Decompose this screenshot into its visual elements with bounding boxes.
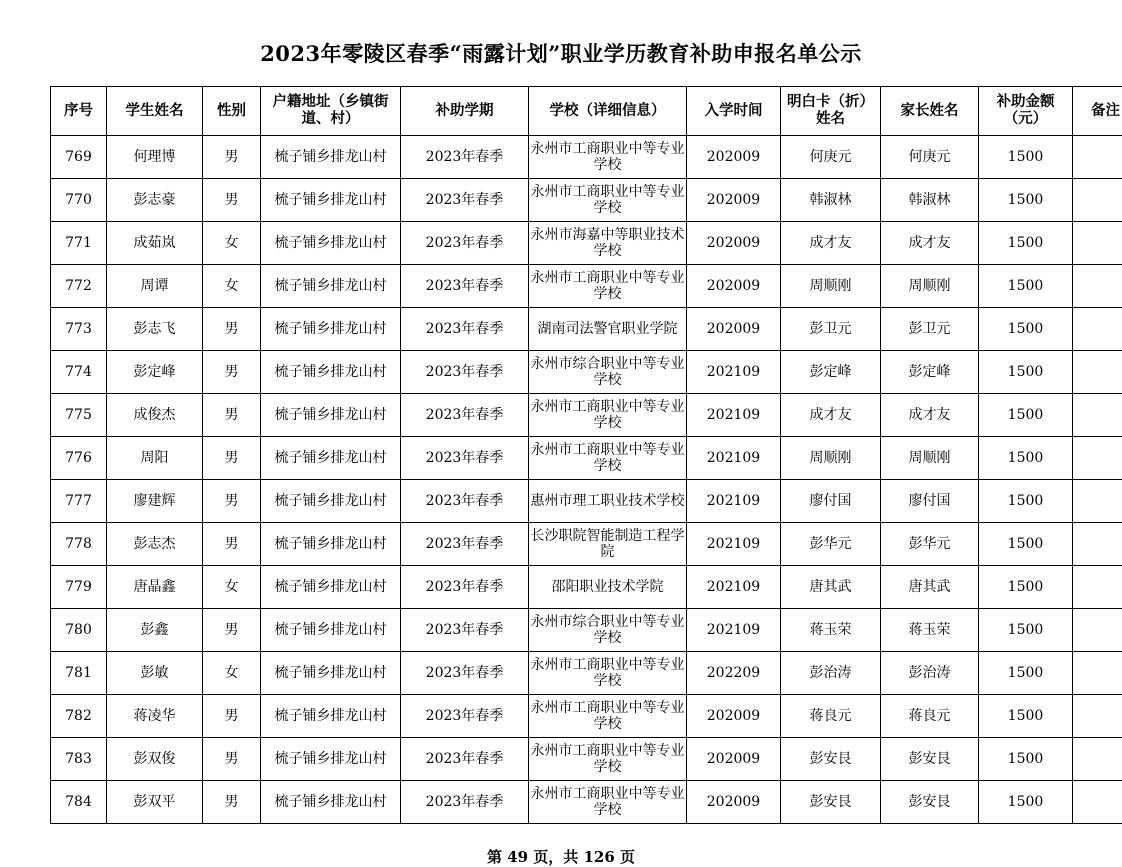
- table-container: [0, 86, 1122, 824]
- column-header-subsidy-amount: 补助金额（元）: [979, 87, 1073, 136]
- cell-serial: 777: [51, 480, 107, 523]
- cell-card-holder-name: 韩淑林: [781, 179, 881, 222]
- table-row: [51, 265, 1122, 308]
- cell-remarks: [1073, 179, 1122, 222]
- cell-serial: 781: [51, 652, 107, 695]
- cell-student-name: 彭志杰: [107, 523, 203, 566]
- cell-parent-name: 彭华元: [881, 523, 979, 566]
- cell-school: 永州市工商职业中等专业学校: [529, 265, 687, 308]
- cell-gender: 女: [203, 222, 261, 265]
- cell-subsidy-term: 2023年春季: [401, 738, 529, 781]
- cell-serial: 780: [51, 609, 107, 652]
- page-title: 2023年零陵区春季“雨露计划”职业学历教育补助申报名单公示: [0, 0, 1122, 86]
- cell-gender: 男: [203, 695, 261, 738]
- cell-parent-name: 彭定峰: [881, 351, 979, 394]
- table-row: [51, 308, 1122, 351]
- cell-remarks: [1073, 652, 1122, 695]
- cell-student-name: 唐晶鑫: [107, 566, 203, 609]
- cell-gender: 女: [203, 566, 261, 609]
- cell-remarks: [1073, 695, 1122, 738]
- cell-subsidy-term: 2023年春季: [401, 652, 529, 695]
- cell-subsidy-amount: 1500: [979, 437, 1073, 480]
- cell-enrollment-time: 202209: [687, 652, 781, 695]
- cell-serial: 774: [51, 351, 107, 394]
- cell-school: 永州市工商职业中等专业学校: [529, 695, 687, 738]
- cell-school: 永州市工商职业中等专业学校: [529, 738, 687, 781]
- table-row: [51, 609, 1122, 652]
- table-row: [51, 394, 1122, 437]
- column-header-subsidy-term: 补助学期: [401, 87, 529, 136]
- table-row: [51, 179, 1122, 222]
- table-header: [51, 87, 1122, 136]
- table-row: [51, 652, 1122, 695]
- cell-subsidy-amount: 1500: [979, 738, 1073, 781]
- cell-school: 永州市综合职业中等专业学校: [529, 351, 687, 394]
- cell-subsidy-term: 2023年春季: [401, 480, 529, 523]
- cell-subsidy-term: 2023年春季: [401, 609, 529, 652]
- cell-subsidy-term: 2023年春季: [401, 222, 529, 265]
- cell-remarks: [1073, 136, 1122, 179]
- cell-enrollment-time: 202009: [687, 265, 781, 308]
- cell-gender: 男: [203, 609, 261, 652]
- column-header-household-address: 户籍地址（乡镇街道、村）: [261, 87, 401, 136]
- cell-school: 湖南司法警官职业学院: [529, 308, 687, 351]
- table-row: [51, 566, 1122, 609]
- cell-household-address: 梳子铺乡排龙山村: [261, 781, 401, 824]
- cell-student-name: 彭双俊: [107, 738, 203, 781]
- cell-household-address: 梳子铺乡排龙山村: [261, 351, 401, 394]
- cell-parent-name: 蒋良元: [881, 695, 979, 738]
- cell-household-address: 梳子铺乡排龙山村: [261, 652, 401, 695]
- column-header-student-name: 学生姓名: [107, 87, 203, 136]
- cell-subsidy-term: 2023年春季: [401, 308, 529, 351]
- cell-household-address: 梳子铺乡排龙山村: [261, 695, 401, 738]
- cell-card-holder-name: 蒋良元: [781, 695, 881, 738]
- cell-student-name: 成俊杰: [107, 394, 203, 437]
- cell-card-holder-name: 彭治涛: [781, 652, 881, 695]
- cell-household-address: 梳子铺乡排龙山村: [261, 136, 401, 179]
- cell-household-address: 梳子铺乡排龙山村: [261, 222, 401, 265]
- cell-serial: 769: [51, 136, 107, 179]
- cell-household-address: 梳子铺乡排龙山村: [261, 566, 401, 609]
- cell-serial: 782: [51, 695, 107, 738]
- cell-subsidy-amount: 1500: [979, 136, 1073, 179]
- cell-subsidy-amount: 1500: [979, 781, 1073, 824]
- column-header-serial: 序号: [51, 87, 107, 136]
- cell-parent-name: 周顺刚: [881, 265, 979, 308]
- table-row: [51, 222, 1122, 265]
- cell-enrollment-time: 202009: [687, 308, 781, 351]
- cell-subsidy-amount: 1500: [979, 351, 1073, 394]
- cell-parent-name: 彭卫元: [881, 308, 979, 351]
- cell-gender: 女: [203, 265, 261, 308]
- column-header-school: 学校（详细信息）: [529, 87, 687, 136]
- cell-enrollment-time: 202109: [687, 523, 781, 566]
- cell-parent-name: 周顺刚: [881, 437, 979, 480]
- table-body: [51, 136, 1122, 824]
- cell-subsidy-term: 2023年春季: [401, 265, 529, 308]
- cell-household-address: 梳子铺乡排龙山村: [261, 265, 401, 308]
- cell-parent-name: 彭安艮: [881, 781, 979, 824]
- cell-enrollment-time: 202009: [687, 738, 781, 781]
- cell-card-holder-name: 成才友: [781, 394, 881, 437]
- cell-remarks: [1073, 437, 1122, 480]
- table-row: [51, 351, 1122, 394]
- cell-serial: 778: [51, 523, 107, 566]
- cell-gender: 男: [203, 394, 261, 437]
- cell-student-name: 彭鑫: [107, 609, 203, 652]
- cell-parent-name: 何庚元: [881, 136, 979, 179]
- cell-subsidy-term: 2023年春季: [401, 136, 529, 179]
- column-header-parent-name: 家长姓名: [881, 87, 979, 136]
- cell-enrollment-time: 202009: [687, 781, 781, 824]
- cell-enrollment-time: 202009: [687, 179, 781, 222]
- table-row: [51, 480, 1122, 523]
- cell-student-name: 蒋凌华: [107, 695, 203, 738]
- cell-gender: 男: [203, 781, 261, 824]
- cell-student-name: 廖建辉: [107, 480, 203, 523]
- cell-remarks: [1073, 394, 1122, 437]
- cell-card-holder-name: 彭安艮: [781, 738, 881, 781]
- cell-card-holder-name: 成才友: [781, 222, 881, 265]
- cell-remarks: [1073, 781, 1122, 824]
- table-row: [51, 523, 1122, 566]
- table-row: [51, 695, 1122, 738]
- cell-household-address: 梳子铺乡排龙山村: [261, 437, 401, 480]
- column-header-card-holder-name: 明白卡（折）姓名: [781, 87, 881, 136]
- cell-household-address: 梳子铺乡排龙山村: [261, 480, 401, 523]
- cell-gender: 男: [203, 179, 261, 222]
- cell-student-name: 成茹岚: [107, 222, 203, 265]
- cell-serial: 771: [51, 222, 107, 265]
- cell-subsidy-term: 2023年春季: [401, 566, 529, 609]
- cell-subsidy-term: 2023年春季: [401, 781, 529, 824]
- column-header-enrollment-time: 入学时间: [687, 87, 781, 136]
- cell-serial: 779: [51, 566, 107, 609]
- cell-gender: 男: [203, 308, 261, 351]
- cell-parent-name: 彭治涛: [881, 652, 979, 695]
- cell-serial: 784: [51, 781, 107, 824]
- cell-parent-name: 成才友: [881, 222, 979, 265]
- cell-gender: 男: [203, 523, 261, 566]
- cell-subsidy-term: 2023年春季: [401, 523, 529, 566]
- cell-enrollment-time: 202109: [687, 394, 781, 437]
- cell-remarks: [1073, 265, 1122, 308]
- cell-serial: 772: [51, 265, 107, 308]
- cell-enrollment-time: 202009: [687, 222, 781, 265]
- cell-school: 永州市工商职业中等专业学校: [529, 437, 687, 480]
- cell-card-holder-name: 彭华元: [781, 523, 881, 566]
- cell-school: 长沙职院智能制造工程学院: [529, 523, 687, 566]
- table-row: [51, 437, 1122, 480]
- cell-card-holder-name: 唐其武: [781, 566, 881, 609]
- cell-subsidy-amount: 1500: [979, 523, 1073, 566]
- cell-household-address: 梳子铺乡排龙山村: [261, 394, 401, 437]
- cell-card-holder-name: 周顺刚: [781, 265, 881, 308]
- table-row: [51, 136, 1122, 179]
- subsidy-applicants-table: [50, 86, 1122, 824]
- cell-subsidy-amount: 1500: [979, 480, 1073, 523]
- cell-gender: 男: [203, 437, 261, 480]
- cell-gender: 男: [203, 738, 261, 781]
- cell-school: 永州市海嘉中等职业技术学校: [529, 222, 687, 265]
- column-header-remarks: 备注: [1073, 87, 1122, 136]
- table-header-row: [51, 87, 1122, 136]
- cell-gender: 男: [203, 480, 261, 523]
- cell-household-address: 梳子铺乡排龙山村: [261, 523, 401, 566]
- cell-student-name: 何理博: [107, 136, 203, 179]
- cell-gender: 女: [203, 652, 261, 695]
- cell-student-name: 彭志豪: [107, 179, 203, 222]
- cell-card-holder-name: 彭卫元: [781, 308, 881, 351]
- cell-enrollment-time: 202109: [687, 566, 781, 609]
- column-header-gender: 性别: [203, 87, 261, 136]
- cell-card-holder-name: 蒋玉荣: [781, 609, 881, 652]
- cell-subsidy-amount: 1500: [979, 308, 1073, 351]
- table-row: [51, 781, 1122, 824]
- cell-student-name: 彭定峰: [107, 351, 203, 394]
- cell-card-holder-name: 周顺刚: [781, 437, 881, 480]
- cell-remarks: [1073, 566, 1122, 609]
- cell-serial: 775: [51, 394, 107, 437]
- cell-parent-name: 廖付国: [881, 480, 979, 523]
- cell-enrollment-time: 202109: [687, 480, 781, 523]
- cell-serial: 783: [51, 738, 107, 781]
- cell-remarks: [1073, 480, 1122, 523]
- cell-student-name: 彭志飞: [107, 308, 203, 351]
- cell-school: 永州市工商职业中等专业学校: [529, 179, 687, 222]
- cell-school: 邵阳职业技术学院: [529, 566, 687, 609]
- cell-remarks: [1073, 351, 1122, 394]
- cell-remarks: [1073, 738, 1122, 781]
- page-footer: 第 49 页，共 126 页: [0, 824, 1122, 867]
- cell-subsidy-amount: 1500: [979, 394, 1073, 437]
- cell-card-holder-name: 廖付国: [781, 480, 881, 523]
- cell-card-holder-name: 彭定峰: [781, 351, 881, 394]
- cell-serial: 776: [51, 437, 107, 480]
- cell-subsidy-amount: 1500: [979, 265, 1073, 308]
- cell-enrollment-time: 202009: [687, 695, 781, 738]
- cell-household-address: 梳子铺乡排龙山村: [261, 308, 401, 351]
- cell-enrollment-time: 202109: [687, 437, 781, 480]
- cell-subsidy-amount: 1500: [979, 652, 1073, 695]
- cell-school: 永州市工商职业中等专业学校: [529, 136, 687, 179]
- cell-enrollment-time: 202009: [687, 136, 781, 179]
- cell-remarks: [1073, 308, 1122, 351]
- cell-parent-name: 成才友: [881, 394, 979, 437]
- cell-subsidy-amount: 1500: [979, 566, 1073, 609]
- cell-subsidy-term: 2023年春季: [401, 394, 529, 437]
- cell-parent-name: 唐其武: [881, 566, 979, 609]
- cell-school: 永州市工商职业中等专业学校: [529, 394, 687, 437]
- cell-subsidy-term: 2023年春季: [401, 179, 529, 222]
- cell-parent-name: 韩淑林: [881, 179, 979, 222]
- cell-parent-name: 蒋玉荣: [881, 609, 979, 652]
- cell-card-holder-name: 何庚元: [781, 136, 881, 179]
- cell-school: 惠州市理工职业技术学校: [529, 480, 687, 523]
- cell-enrollment-time: 202109: [687, 609, 781, 652]
- cell-gender: 男: [203, 136, 261, 179]
- cell-enrollment-time: 202109: [687, 351, 781, 394]
- cell-gender: 男: [203, 351, 261, 394]
- cell-student-name: 周谭: [107, 265, 203, 308]
- cell-household-address: 梳子铺乡排龙山村: [261, 609, 401, 652]
- cell-subsidy-amount: 1500: [979, 695, 1073, 738]
- cell-subsidy-term: 2023年春季: [401, 695, 529, 738]
- cell-school: 永州市综合职业中等专业学校: [529, 609, 687, 652]
- cell-student-name: 彭敏: [107, 652, 203, 695]
- cell-school: 永州市工商职业中等专业学校: [529, 781, 687, 824]
- cell-household-address: 梳子铺乡排龙山村: [261, 179, 401, 222]
- cell-serial: 773: [51, 308, 107, 351]
- cell-subsidy-amount: 1500: [979, 609, 1073, 652]
- cell-subsidy-amount: 1500: [979, 222, 1073, 265]
- cell-parent-name: 彭安艮: [881, 738, 979, 781]
- cell-school: 永州市工商职业中等专业学校: [529, 652, 687, 695]
- cell-remarks: [1073, 523, 1122, 566]
- cell-subsidy-term: 2023年春季: [401, 351, 529, 394]
- cell-student-name: 彭双平: [107, 781, 203, 824]
- cell-student-name: 周阳: [107, 437, 203, 480]
- cell-serial: 770: [51, 179, 107, 222]
- cell-card-holder-name: 彭安艮: [781, 781, 881, 824]
- cell-remarks: [1073, 609, 1122, 652]
- cell-subsidy-term: 2023年春季: [401, 437, 529, 480]
- cell-subsidy-amount: 1500: [979, 179, 1073, 222]
- cell-household-address: 梳子铺乡排龙山村: [261, 738, 401, 781]
- cell-remarks: [1073, 222, 1122, 265]
- table-row: [51, 738, 1122, 781]
